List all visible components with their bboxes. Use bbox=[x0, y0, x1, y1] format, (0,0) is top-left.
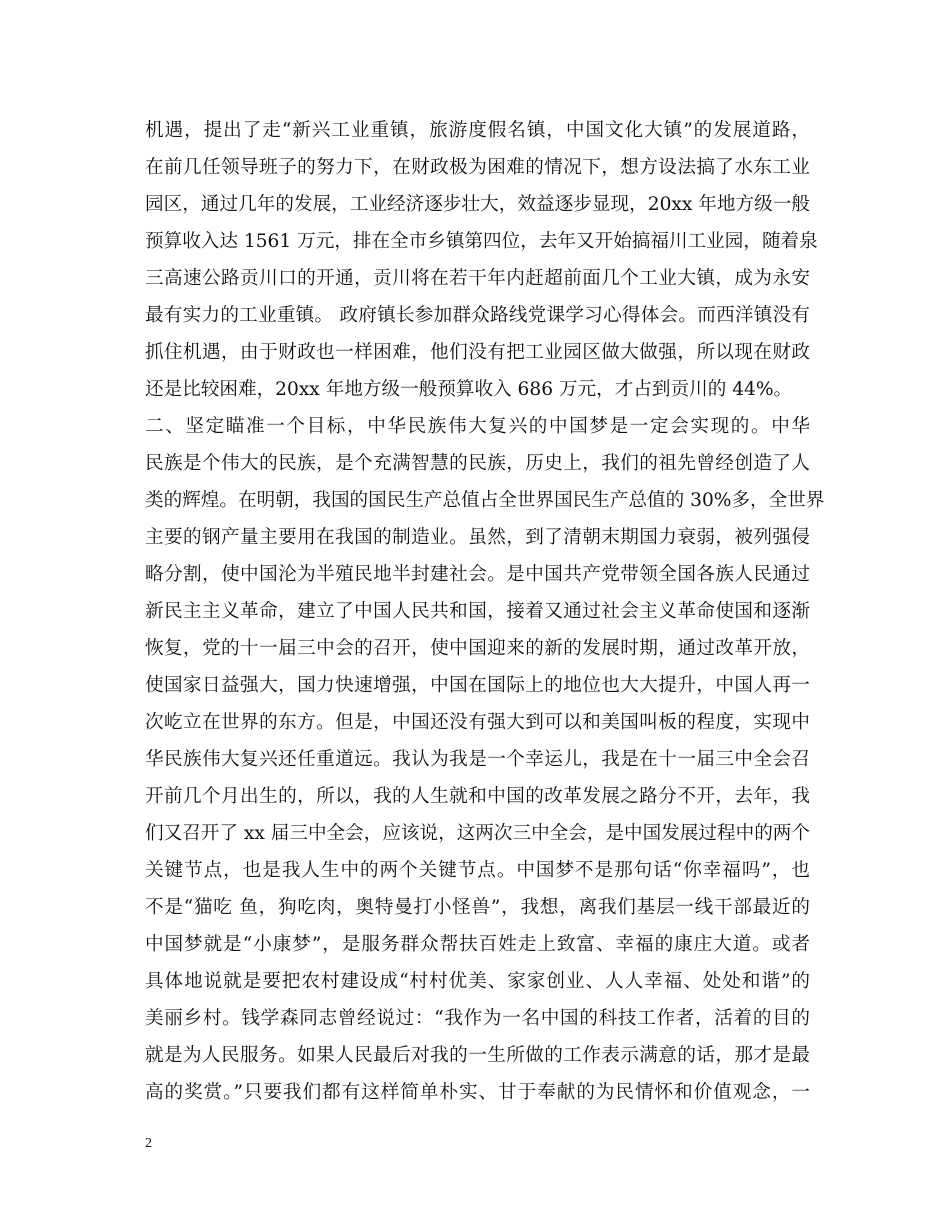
text-line: 新民主主义革命，建立了中国人民共和国，接着又通过社会主义革命使国和逐渐 bbox=[145, 601, 810, 622]
text-line: 二、坚定瞄准一个目标，中华民族伟大复兴的中国梦是一定会实现的。中华 bbox=[145, 416, 810, 437]
text-line: 预算收入达 1561 万元，排在全市乡镇第四位，去年又开始搞福川工业园，随着泉 bbox=[145, 231, 818, 252]
text-line: 主要的钢产量主要用在我国的制造业。虽然，到了清朝末期国力衰弱，被列强侵 bbox=[145, 527, 810, 548]
text-line: 民族是个伟大的民族，是个充满智慧的民族，历史上，我们的祖先曾经创造了人 bbox=[145, 453, 810, 474]
text-line: 不是“猫吃 鱼，狗吃肉，奥特曼打小怪兽”，我想，离我们基层一线干部最近的 bbox=[145, 897, 810, 918]
text-line: 次屹立在世界的东方。但是，中国还没有强大到可以和美国叫板的程度，实现中 bbox=[145, 712, 810, 733]
text-line: 关键节点，也是我人生中的两个关键节点。中国梦不是那句话“你幸福吗”，也 bbox=[145, 860, 810, 881]
text-line: 高的奖赏。”只要我们都有这样简单朴实、甘于奉献的为民情怀和价值观念，一 bbox=[145, 1082, 810, 1103]
text-line: 中国梦就是“小康梦”，是服务群众帮扶百姓走上致富、幸福的康庄大道。或者 bbox=[145, 934, 810, 955]
text-line: 具体地说就是要把农村建设成“村村优美、家家创业、人人幸福、处处和谐”的 bbox=[145, 971, 810, 992]
text-line: 抓住机遇，由于财政也一样困难，他们没有把工业园区做大做强，所以现在财政 bbox=[145, 342, 810, 363]
text-line: 在前几任领导班子的努力下，在财政极为困难的情况下，想方设法搞了水东工业 bbox=[145, 157, 810, 178]
text-line: 最有实力的工业重镇。 政府镇长参加群众路线党课学习心得体会。而西洋镇没有 bbox=[145, 305, 810, 326]
text-line: 园区，通过几年的发展，工业经济逐步壮大，效益逐步显现，20xx 年地方级一般 bbox=[145, 194, 810, 215]
text-line: 开前几个月出生的，所以，我的人生就和中国的改革发展之路分不开，去年，我 bbox=[145, 786, 810, 807]
page-number: 2 bbox=[145, 1136, 152, 1151]
text-line: 使国家日益强大，国力快速增强，中国在国际上的地位也大大提升，中国人再一 bbox=[145, 675, 810, 696]
text-line: 类的辉煌。在明朝，我国的国民生产总值占全世界国民生产总值的 30%多，全世界 bbox=[145, 490, 825, 511]
text-line: 机遇，提出了走“新兴工业重镇，旅游度假名镇，中国文化大镇”的发展道路， bbox=[145, 120, 810, 141]
text-line: 华民族伟大复兴还任重道远。我认为我是一个幸运儿，我是在十一届三中全会召 bbox=[145, 749, 810, 770]
text-line: 略分割，使中国沦为半殖民地半封建社会。是中国共产党带领全国各族人民通过 bbox=[145, 564, 810, 585]
text-line: 就是为人民服务。如果人民最后对我的一生所做的工作表示满意的话，那才是最 bbox=[145, 1045, 810, 1066]
body-text bbox=[145, 112, 825, 1111]
text-line: 三高速公路贡川口的开通，贡川将在若干年内赶超前面几个工业大镇，成为永安 bbox=[145, 268, 810, 289]
text-line: 还是比较困难，20xx 年地方级一般预算收入 686 万元，才占到贡川的 44%。 bbox=[145, 379, 793, 400]
text-line: 恢复，党的十一届三中会的召开，使中国迎来的新的发展时期，通过改革开放， bbox=[145, 638, 810, 659]
text-line: 美丽乡村。钱学森同志曾经说过：“我作为一名中国的科技工作者，活着的目的 bbox=[145, 1008, 810, 1029]
text-line: 们又召开了 xx 届三中全会，应该说，这两次三中全会，是中国发展过程中的两个 bbox=[145, 823, 810, 844]
